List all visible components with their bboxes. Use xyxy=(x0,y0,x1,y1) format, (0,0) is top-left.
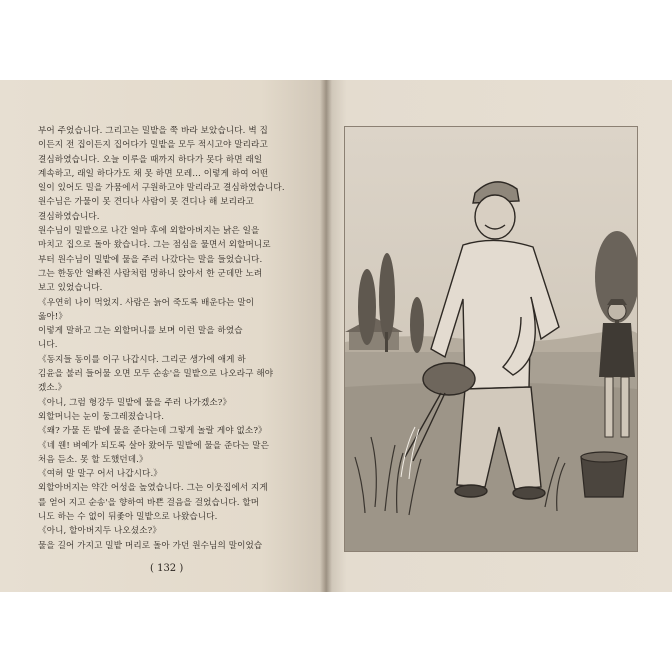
text-line: 원수님은 가물이 못 견디나 사람이 못 견디나 해 보리라고 xyxy=(38,197,254,208)
text-line: 물을 길어 가지고 밀밭 머리로 돌아 가던 원수님의 말이었습 xyxy=(38,540,263,551)
text-line: 원수님이 밀밭으로 나간 얼마 후에 외할아버지는 낡은 일을 xyxy=(38,226,260,237)
text-line: 이든지 전 집이든지 집어다가 밀밭을 모두 적시고야 말리라고 xyxy=(38,140,268,151)
text-line: 결심하였습니다. xyxy=(38,211,100,222)
text-line: 《여허 말 말구 어서 나갑시다.》 xyxy=(38,469,162,480)
text-line: 《우연히 나이 먹었지. 사람은 늙어 죽도록 배운다는 말이 xyxy=(38,297,255,308)
book-gutter xyxy=(320,80,332,592)
text-line: 옳아!》 xyxy=(38,311,68,322)
text-line: 를 얻어 지고 순송'을 향하여 바쁜 걸음을 걸었습니다. 할머 xyxy=(38,497,260,508)
text-line: 《아니, 할아버지두 나오셨소?》 xyxy=(38,526,162,537)
text-line: 마치고 집으로 돌아 왔습니다. 그는 점심을 물면서 외할머니로 xyxy=(38,240,271,251)
text-line: 보고 있었습니다. xyxy=(38,283,103,294)
left-page xyxy=(0,80,326,592)
text-line: 니도 하는 수 없이 뒤좇아 밀밭으로 나왔습니다. xyxy=(38,512,218,523)
right-page xyxy=(326,80,672,592)
text-line: 《왜? 가물 돈 밭에 물을 준다는데 그렇게 놀랄 게야 없소?》 xyxy=(38,426,267,437)
text-line: 니다. xyxy=(38,340,58,351)
page-number: ( 132 ) xyxy=(150,563,184,574)
text-line: 김윤을 불러 들어물 오면 모두 순송'을 밀밭으로 나오라구 해야 xyxy=(38,369,274,380)
text-line: 처음 듣소. 못 할 도했던데.》 xyxy=(38,454,148,465)
text-line: 외할머니는 눈이 둥그레졌습니다. xyxy=(38,411,165,422)
text-line: 결심하였습니다. 오늘 이루을 때까지 하다가 못다 하면 래일 xyxy=(38,154,263,165)
text-line: 계속하고, 래일 하다가도 채 못 하면 모레… 이렇게 하여 어떤 xyxy=(38,168,269,179)
text-line: 《아니, 그럼 형강두 밀밭에 물을 주러 나가겠소?》 xyxy=(38,397,232,408)
text-line: 그는 한동안 얼빠진 사람처럼 멍하니 앉아서 한 군데만 노려 xyxy=(38,268,263,279)
bucket-icon xyxy=(581,452,627,497)
illustration xyxy=(344,126,638,552)
text-line: 이렇게 말하고 그는 외할머니를 보며 이런 말을 하였습 xyxy=(38,326,243,337)
text-line: 일이 있어도 밀을 가뭄에서 구원하고야 말리라고 결심하였습니다. xyxy=(38,183,285,194)
text-line: 《동지들 동이를 이구 나갑시다. 그리군 생가에 애게 하 xyxy=(38,354,246,365)
boy-watering-illustration-icon xyxy=(345,127,637,551)
text-line: 겠소.》 xyxy=(38,383,67,394)
text-line: 부터 원수님이 밀밭에 물을 주러 나갔다는 말을 들었습니다. xyxy=(38,254,263,265)
text-line: 《네 웬! 벼예가 되도록 살아 왔어두 밀밭에 물을 준다는 말은 xyxy=(38,440,269,451)
text-line: 부어 주었습니다. 그리고는 밀밭을 쭉 바라 보았습니다. 벽 집 xyxy=(38,126,268,136)
text-line: 외할아버지는 약간 어성을 높였습니다. 그는 이웃집에서 지게 xyxy=(38,483,268,494)
open-book xyxy=(0,80,672,592)
body-text xyxy=(38,124,310,553)
